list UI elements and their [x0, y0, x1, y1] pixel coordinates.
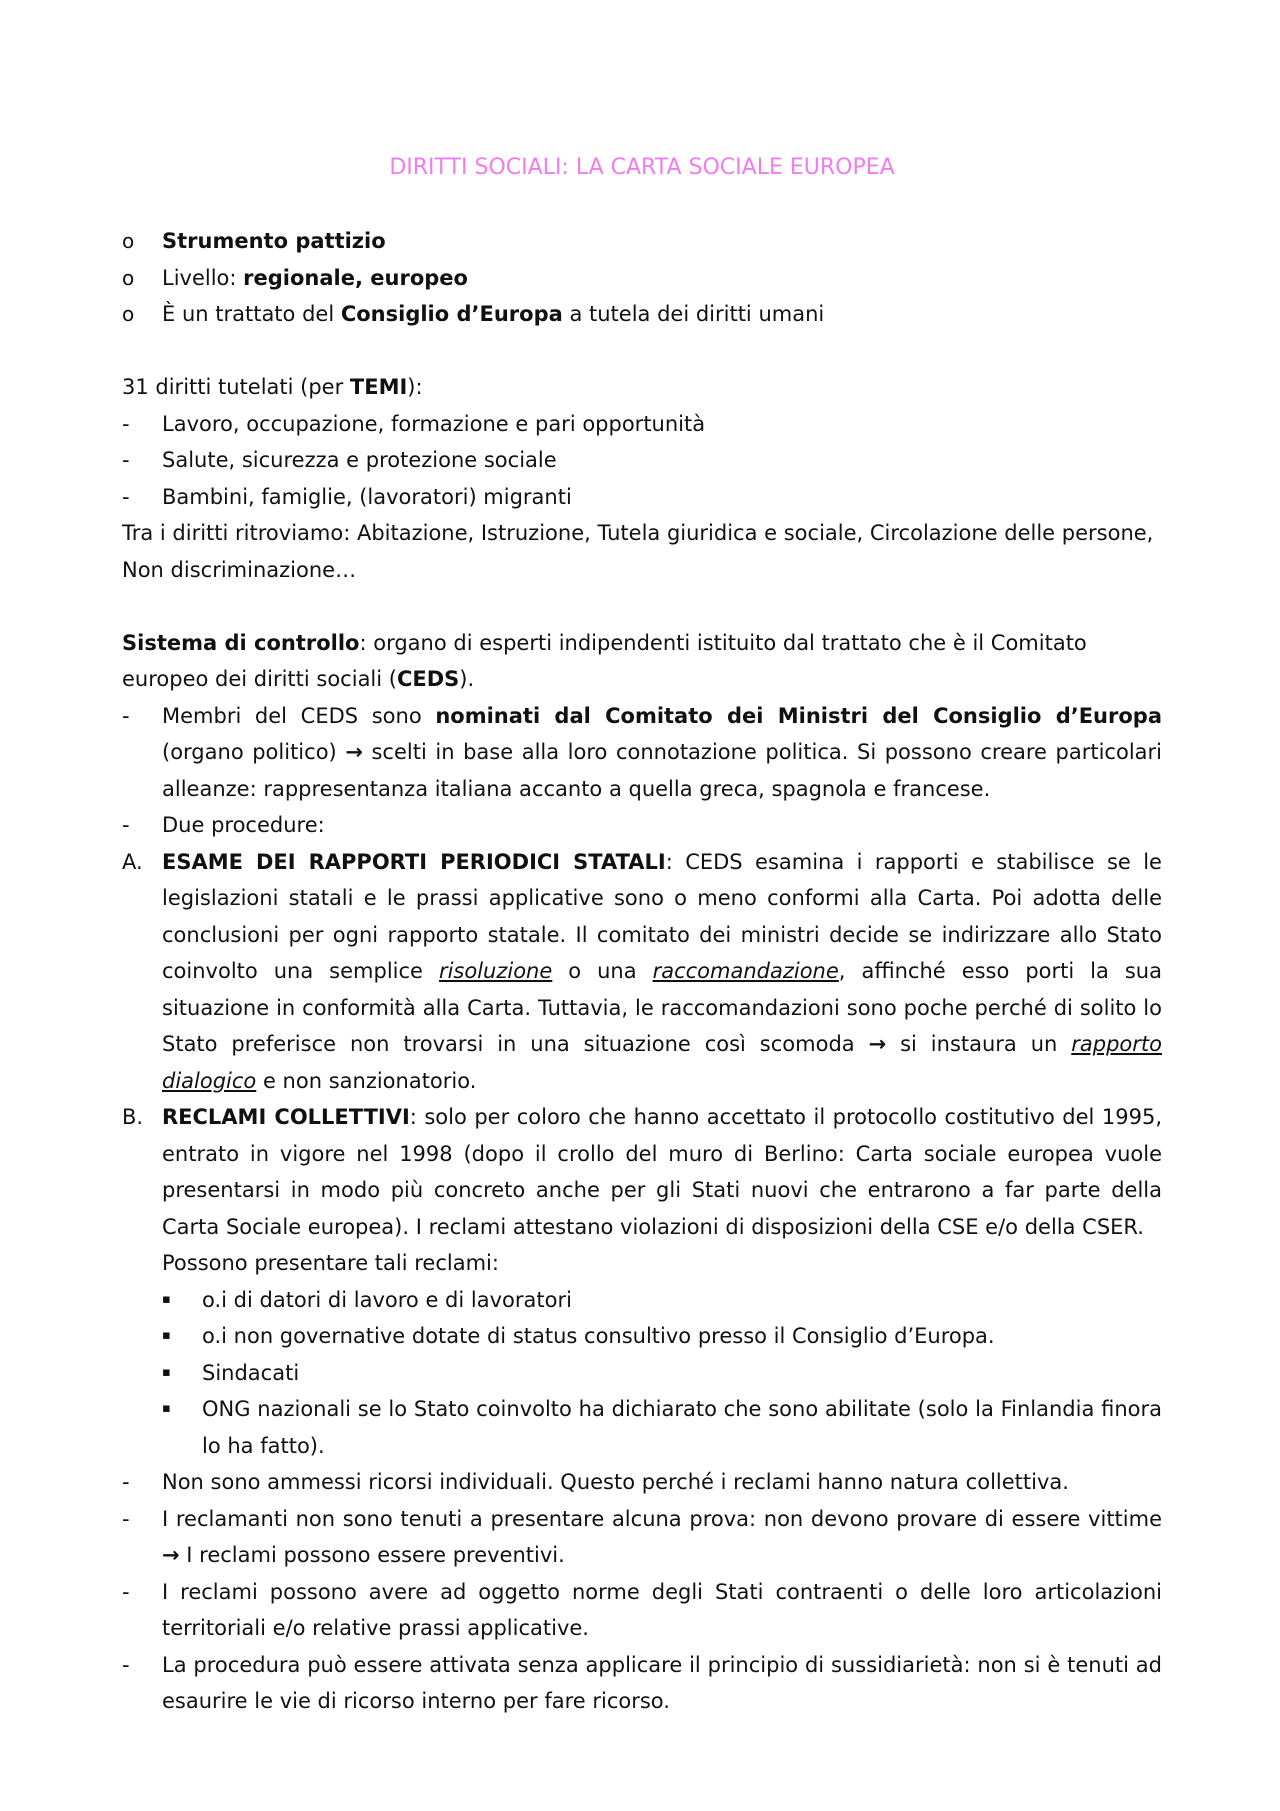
- intro-text: Strumento pattizio: [162, 229, 386, 253]
- list-item: [122, 1647, 1162, 1720]
- procedure-a-title: ESAME DEI RAPPORTI PERIODICI STATALI: [162, 849, 666, 874]
- rights-extra: Tra i diritti ritroviamo: Abitazione, Istruzione, Tutela giuridica e sociale, Circolazione delle persone, Non discriminazione…: [122, 521, 1154, 582]
- procedure-b-title: RECLAMI COLLETTIVI: [162, 1105, 410, 1129]
- list-item: [162, 1355, 1162, 1392]
- dash-bullet-icon: -: [122, 703, 130, 728]
- arrow-icon: →: [162, 1543, 180, 1567]
- list-item: [122, 698, 1162, 808]
- final-text: I reclamanti non sono tenuti a presentare alcuna prova: non devono provare di essere vittime: [162, 1506, 1162, 1531]
- list-item: [162, 1318, 1162, 1355]
- square-bullet-icon: ▪: [162, 1328, 171, 1343]
- members-text-bold: nominati dal Comitato dei Ministri del Consiglio d’Europa: [435, 703, 1162, 728]
- arrow-icon: →: [868, 1032, 887, 1056]
- spacer: [122, 333, 1162, 370]
- circle-bullet-icon: o: [122, 265, 135, 290]
- control-text: ).: [459, 667, 475, 691]
- circle-bullet-icon: o: [122, 302, 135, 326]
- control-text: : organo di esperti indipendenti istituito dal trattato che è il Comitato europeo dei diritti sociali (: [122, 630, 1087, 691]
- procedure-a-text: , affinché esso porti la sua situazione in conformità alla Carta. Tuttavia, le raccomandazioni sono poche perché di solito lo Stato preferisce non trovarsi in una situazione così scomoda: [162, 959, 1162, 1056]
- list-item: [122, 223, 1162, 260]
- intro-text-bold: Consiglio d’Europa: [340, 302, 563, 326]
- intro-text: Livello:: [162, 265, 244, 290]
- dash-bullet-icon: -: [122, 1506, 130, 1531]
- procedure-b: [122, 1099, 1162, 1245]
- control-paragraph: [122, 625, 1162, 698]
- members-text: Membri del CEDS sono: [162, 703, 436, 728]
- circle-bullet-icon: o: [122, 229, 135, 253]
- procedure-a-text: si instaura un: [886, 1032, 1072, 1056]
- dash-bullet-icon: -: [122, 484, 130, 509]
- claimant-text: o.i non governative dotate di status consultivo presso il Consiglio d’Europa.: [202, 1324, 995, 1348]
- theme-text: Salute, sicurezza e protezione sociale: [162, 448, 557, 472]
- list-item: [122, 1574, 1162, 1647]
- list-item: [122, 406, 1162, 443]
- procedure-a-text: : CEDS esamina i rapporti e stabilisce se le legislazioni statali e le prassi applicative sono o meno conformi alla Carta. Poi adotta delle conclusioni per ogni rapporto statale. Il comitato dei ministri decide se indirizzare allo Stato coinvolto una semplice: [162, 849, 1162, 983]
- dash-bullet-icon: -: [122, 1579, 130, 1604]
- procedure-b-subhead: Possono presentare tali reclami:: [162, 1251, 499, 1275]
- dash-bullet-icon: -: [122, 411, 130, 436]
- document-body: [122, 150, 1162, 1720]
- square-bullet-icon: ▪: [162, 1364, 171, 1380]
- dash-bullet-icon: -: [122, 813, 130, 837]
- procedure-a-text: e non sanzionatorio.: [256, 1068, 477, 1093]
- procedure-a-emphasis: risoluzione: [438, 959, 553, 983]
- theme-text: Lavoro, occupazione, formazione e pari opportunità: [162, 411, 706, 436]
- list-item: [122, 442, 1162, 479]
- list-item: [122, 1501, 1162, 1574]
- rights-heading-text: ):: [407, 375, 423, 399]
- rights-heading: [122, 369, 1162, 406]
- claimant-text: ONG nazionali se lo Stato coinvolto ha dichiarato che sono abilitate (solo la Finlandia finora lo ha fatto).: [202, 1397, 1162, 1458]
- rights-heading-bold: TEMI: [349, 375, 408, 399]
- letter-marker: B.: [122, 1105, 144, 1129]
- dash-bullet-icon: -: [122, 448, 130, 472]
- claimant-text: Sindacati: [202, 1360, 300, 1385]
- procedures-text: Due procedure:: [162, 813, 325, 837]
- intro-text: a tutela dei diritti umani: [562, 302, 825, 326]
- list-item: [122, 296, 1162, 333]
- square-bullet-icon: ▪: [162, 1291, 171, 1307]
- list-item: [122, 479, 1162, 516]
- spacer: [122, 588, 1162, 625]
- procedure-a-emphasis: rapporto dialogico: [162, 1032, 1162, 1093]
- claimant-text: o.i di datori di lavoro e di lavoratori: [202, 1287, 572, 1312]
- dash-bullet-icon: -: [122, 1470, 130, 1494]
- final-text: I reclami possono essere preventivi.: [179, 1543, 565, 1567]
- final-text: La procedura può essere attivata senza applicare il principio di sussidiarietà: non si è tenuti ad esaurire le vie di ricorso interno per fare ricorso.: [162, 1652, 1162, 1713]
- procedure-a-emphasis: raccomandazione: [652, 959, 839, 983]
- control-acronym: CEDS: [396, 667, 460, 691]
- intro-text: È un trattato del: [162, 302, 341, 326]
- letter-marker: A.: [122, 849, 143, 874]
- list-item: [122, 807, 1162, 844]
- arrow-icon: →: [345, 740, 363, 764]
- list-item: [162, 1282, 1162, 1319]
- dash-bullet-icon: -: [122, 1652, 130, 1677]
- rights-heading-text: 31 diritti tutelati (per: [122, 375, 350, 399]
- members-text: scelti in base alla loro connotazione politica. Si possono creare particolari alleanze: rappresentanza italiana accanto a quella greca, spagnola e francese.: [162, 740, 1162, 801]
- list-item: [122, 1464, 1162, 1501]
- theme-text: Bambini, famiglie, (lavoratori) migranti: [162, 484, 572, 509]
- control-label: Sistema di controllo: [122, 630, 360, 655]
- intro-text-bold: regionale, europeo: [243, 265, 468, 290]
- procedure-a: [122, 844, 1162, 1100]
- final-text: Non sono ammessi ricorsi individuali. Questo perché i reclami hanno natura collettiva.: [162, 1470, 1069, 1494]
- list-item: [122, 260, 1162, 297]
- procedure-b-text: : solo per coloro che hanno accettato il protocollo costitutivo del 1995, entrato in vigore nel 1998 (dopo il crollo del muro di Berlino: Carta sociale europea vuole presentarsi in modo più concreto anche per gli Stati nuovi che entrarono a far parte della Carta Sociale europea). I reclami attestano violazioni di disposizioni della CSE e/o della CSER.: [162, 1105, 1163, 1239]
- square-bullet-icon: ▪: [162, 1401, 171, 1416]
- page-title: DIRITTI SOCIALI: LA CARTA SOCIALE EUROPEA: [389, 155, 895, 180]
- list-item: [162, 1391, 1162, 1464]
- procedure-a-text: o una: [552, 959, 653, 983]
- final-text: I reclami possono avere ad oggetto norme degli Stati contraenti o delle loro articolazioni territoriali e/o relative prassi applicative.: [162, 1579, 1162, 1640]
- members-text: (organo politico): [162, 740, 346, 764]
